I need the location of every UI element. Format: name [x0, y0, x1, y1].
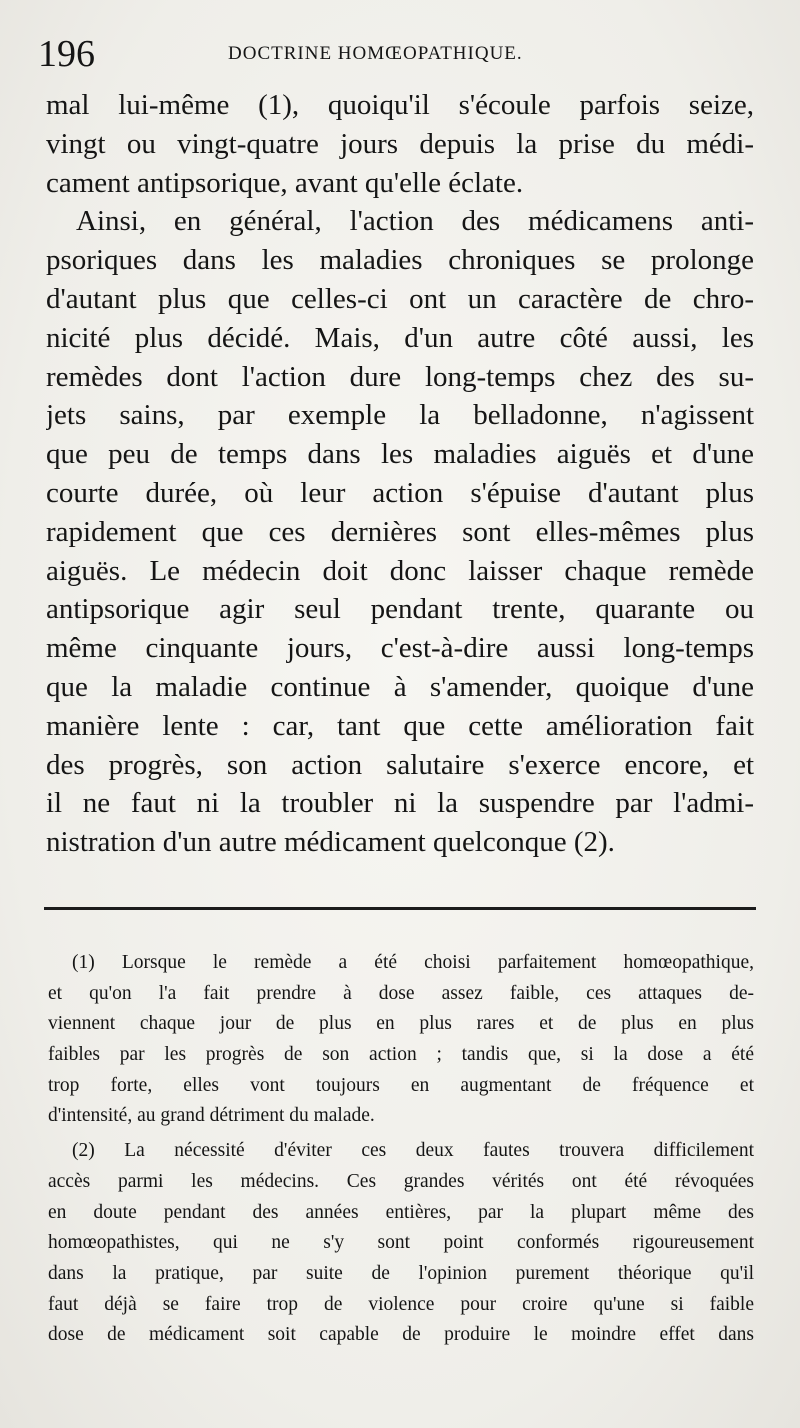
footnote-line: (1) Lorsque le remède a été choisi parfaitement homœopathique,: [72, 952, 754, 973]
text-line: remèdes dont l'action dure long-temps chez des su-: [46, 360, 754, 393]
footnote-line: trop forte, elles vont toujours en augmentant de fréquence et: [48, 1074, 754, 1096]
text-line: nistration d'un autre médicament quelconque (2).: [46, 826, 615, 859]
page-number: 196: [38, 33, 95, 75]
footnote-line: (2) La nécessité d'éviter ces deux fautes trouvera difficilement: [72, 1140, 754, 1162]
text-line: il ne faut ni la troubler ni la suspendre par l'admi-: [46, 787, 754, 820]
footnote-line: et qu'on l'a fait prendre à dose assez faible, ces attaques de-: [48, 982, 754, 1004]
text-line: rapidement que ces dernières sont elles-mêmes plus: [46, 515, 754, 548]
text-line: vingt ou vingt-quatre jours depuis la prise du médi-: [46, 127, 754, 160]
main-text: [46, 86, 754, 862]
footnote-line: en doute pendant des années entières, par la plupart même des: [48, 1201, 754, 1223]
text-line: des progrès, son action salutaire s'exerce encore, et: [46, 748, 754, 781]
text-line: cament antipsorique, avant qu'elle éclate.: [46, 166, 524, 199]
text-line: courte durée, où leur action s'épuise d'autant plus: [46, 476, 754, 509]
text-line: nicité plus décidé. Mais, d'un autre côté aussi, les: [46, 321, 754, 354]
text-line: que peu de temps dans les maladies aiguës et d'une: [46, 438, 754, 471]
footnote-line: faibles par les progrès de son action ; tandis que, si la dose a été: [48, 1044, 754, 1066]
text-line: jets sains, par exemple la belladonne, n'agissent: [46, 399, 754, 432]
text-line: mal lui-même (1), quoiqu'il s'écoule parfois seize,: [46, 89, 754, 121]
running-head: DOCTRINE HOMŒOPATHIQUE.: [228, 43, 523, 64]
text-line: même cinquante jours, c'est-à-dire aussi long-temps: [46, 632, 754, 665]
footnote-line: dose de médicament soit capable de produire le moindre effet dans: [48, 1324, 754, 1346]
text-line: que la maladie continue à s'amender, quoique d'une: [46, 670, 754, 703]
footnote-1: [48, 948, 754, 1132]
footnote-line: homœopathistes, qui ne s'y sont point conformés rigoureusement: [48, 1232, 754, 1254]
footnote-separator-rule: [44, 907, 756, 910]
footnotes: [48, 948, 754, 1351]
footnote-line: d'intensité, au grand détriment du malade.: [48, 1105, 375, 1127]
page-header: [38, 30, 758, 78]
text-line: Ainsi, en général, l'action des médicamens anti-: [76, 205, 754, 238]
text-line: d'autant plus que celles-ci ont un caractère de chro-: [46, 282, 754, 315]
text-line: aiguës. Le médecin doit donc laisser chaque remède: [46, 554, 754, 587]
footnote-line: dans la pratique, par suite de l'opinion purement théorique qu'il: [48, 1262, 754, 1284]
footnote-line: accès parmi les médecins. Ces grandes vérités ont été révoquées: [48, 1170, 754, 1192]
footnote-2: [48, 1136, 754, 1351]
text-line: manière lente : car, tant que cette amélioration fait: [46, 709, 754, 742]
footnote-line: viennent chaque jour de plus en plus rares et de plus en plus: [48, 1013, 754, 1035]
footnote-line: faut déjà se faire trop de violence pour croire qu'une si faible: [48, 1293, 754, 1315]
text-line: psoriques dans les maladies chroniques se prolonge: [46, 244, 754, 277]
text-line: antipsorique agir seul pendant trente, quarante ou: [46, 593, 754, 626]
